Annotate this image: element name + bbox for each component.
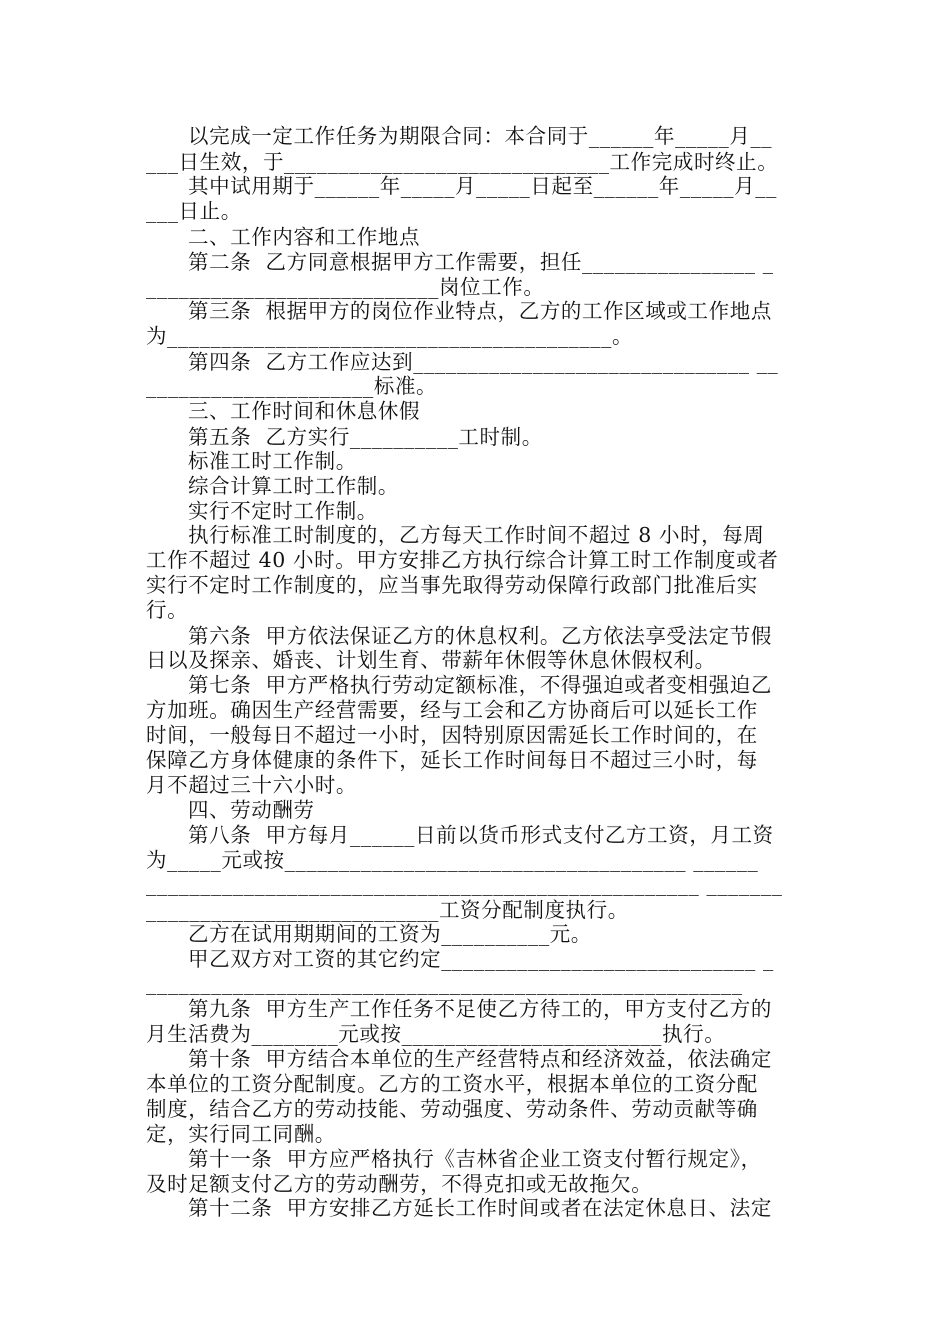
text-line: ___日止。 — [146, 199, 242, 223]
text-line: 标准工时工作制。 — [188, 449, 357, 473]
text-line: 月不超过三十六小时。 — [146, 773, 357, 797]
text-line: 保障乙方身体健康的条件下，延长工作时间每日不超过三小时，每 — [146, 748, 758, 772]
text-line: 第二条 乙方同意根据甲方工作需要，担任________________ _ — [188, 250, 774, 274]
text-line: 制度，结合乙方的劳动技能、劳动强度、劳动条件、劳动贡献等确 — [146, 1097, 758, 1121]
text-line: 乙方在试用期期间的工资为__________元。 — [188, 922, 592, 946]
text-line: 实行不定时工作制度的，应当事先取得劳动保障行政部门批准后实 — [146, 573, 758, 597]
text-line: 第十一条 甲方应严格执行《吉林省企业工资支付暂行规定》， — [188, 1147, 762, 1171]
text-line: 第八条 甲方每月______日前以货币形式支付乙方工资，月工资 — [188, 823, 774, 847]
text-line: 执行标准工时制度的，乙方每天工作时间不超过 8 小时，每周 — [188, 523, 765, 547]
text-line: ___日生效，于______________________________工作完成时终止。 — [146, 150, 779, 174]
text-line: 为_________________________________________。 — [146, 324, 634, 348]
text-line: 日以及探亲、婚丧、计划生育、带薪年休假等休息休假权利。 — [146, 648, 716, 672]
section-heading: 二、工作内容和工作地点 — [188, 225, 421, 249]
text-line: ___________________________岗位工作。 — [146, 275, 545, 299]
text-line: 为_____元或按_____________________________________ ______ — [146, 848, 759, 872]
text-line: 第九条 甲方生产工作任务不足使乙方待工的，甲方支付乙方的 — [188, 997, 772, 1021]
text-line: 综合计算工时工作制。 — [188, 474, 399, 498]
text-line: 工作不超过 40 小时。甲方安排乙方执行综合计算工时工作制度或者 — [146, 548, 779, 572]
text-line: 第六条 甲方依法保证乙方的休息权利。乙方依法享受法定节假 — [188, 624, 772, 648]
text-line: ___________________________工资分配制度执行。 — [146, 898, 629, 922]
text-line: 第三条 根据甲方的岗位作业特点，乙方的工作区域或工作地点 — [188, 299, 772, 323]
text-line: 定，实行同工同酬。 — [146, 1122, 336, 1146]
text-line: 月生活费为________元或按________________________执行。 — [146, 1022, 726, 1046]
text-line: 第十条 甲方结合本单位的生产经营特点和经济效益，依法确定 — [188, 1047, 772, 1071]
text-line: ___________________________________________________ _______ — [146, 872, 783, 896]
text-line: 甲乙双方对工资的其它约定_____________________________ _ — [188, 947, 774, 971]
text-line: 以完成一定工作任务为期限合同：本合同于______年_____月__ — [188, 124, 773, 148]
text-line: 第四条 乙方工作应达到_______________________________ __ — [188, 350, 779, 374]
text-line: 及时足额支付乙方的劳动酬劳，不得克扣或无故拖欠。 — [146, 1172, 653, 1196]
text-line: _____________________标准。 — [146, 374, 438, 398]
text-line: 第五条 乙方实行__________工时制。 — [188, 425, 543, 449]
text-line: 本单位的工资分配制度。乙方的工资水平，根据本单位的工资分配 — [146, 1072, 758, 1096]
text-line: 行。 — [146, 598, 189, 622]
text-line: _______________________________________________________ — [146, 971, 743, 995]
section-heading: 三、工作时间和休息休假 — [188, 399, 421, 423]
section-heading: 四、劳动酬劳 — [188, 798, 315, 822]
text-line: 第十二条 甲方安排乙方延长工作时间或者在法定休息日、法定 — [188, 1196, 772, 1220]
text-line: 实行不定时工作制。 — [188, 499, 378, 523]
text-line: 时间，一般每日不超过一小时，因特别原因需延长工作时间的，在 — [146, 723, 758, 747]
text-line: 方加班。确因生产经营需要，经与工会和乙方协商后可以延长工作 — [146, 698, 758, 722]
text-line: 其中试用期于______年_____月_____日起至______年_____月__ — [188, 174, 777, 198]
text-line: 第七条 甲方严格执行劳动定额标准，不得强迫或者变相强迫乙 — [188, 673, 772, 697]
